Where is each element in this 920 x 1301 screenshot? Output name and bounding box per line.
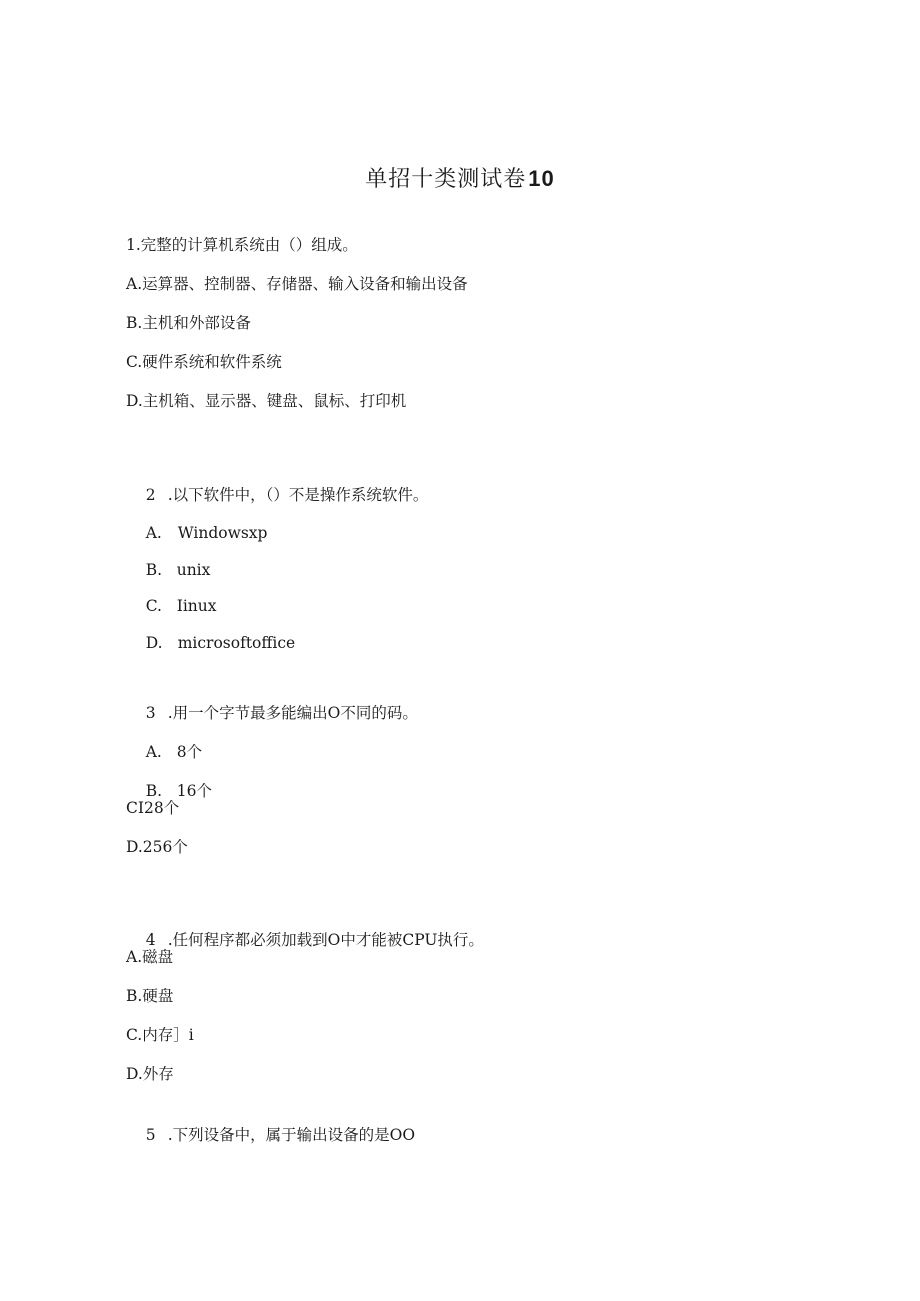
question-1-option-b: B.主机和外部设备 bbox=[126, 314, 251, 332]
option-label: B. bbox=[145, 561, 163, 579]
option-label: A. bbox=[145, 743, 162, 761]
option-text: 8个 bbox=[176, 743, 203, 761]
question-4-option-b: B.硬盘 bbox=[126, 987, 174, 1005]
option-text: Iinux bbox=[176, 597, 217, 615]
option-text: 16个 bbox=[176, 782, 212, 800]
title-text: 单招十类测试卷 bbox=[365, 167, 527, 192]
option-text: microsoftoffice bbox=[177, 634, 296, 652]
question-4-option-a: A.磁盘 bbox=[126, 948, 174, 966]
question-4-text: .任何程序都必须加载到O中才能被CPU执行。 bbox=[167, 931, 484, 949]
question-5-stem bbox=[126, 1102, 415, 1168]
question-4-option-d: D.外存 bbox=[126, 1065, 174, 1083]
question-3-number: 3 bbox=[145, 704, 156, 722]
question-3-option-c: CI28个 bbox=[126, 799, 180, 817]
title-number: 10 bbox=[528, 166, 555, 191]
question-1-option-d: D.主机箱、显示器、键盘、鼠标、打印机 bbox=[126, 392, 407, 410]
option-label: B. bbox=[145, 782, 163, 800]
option-text: unix bbox=[176, 561, 211, 579]
question-4-number: 4 bbox=[145, 931, 156, 949]
question-1-stem: 1.完整的计算机系统由（）组成。 bbox=[126, 236, 358, 254]
question-5-text: .下列设备中，属于输出设备的是OO bbox=[167, 1126, 416, 1144]
question-3-option-d: D.256个 bbox=[126, 838, 188, 856]
question-3-text: .用一个字节最多能编出O不同的码。 bbox=[167, 704, 418, 722]
question-2-number: 2 bbox=[145, 486, 156, 504]
question-1-option-c: C.硬件系统和软件系统 bbox=[126, 353, 282, 371]
question-4-option-c: C.内存］i bbox=[126, 1026, 194, 1044]
question-2-text: .以下软件中，（）不是操作系统软件。 bbox=[167, 486, 429, 504]
option-label: A. bbox=[145, 524, 162, 542]
option-text: Windowsxp bbox=[177, 524, 268, 542]
option-label: C. bbox=[145, 597, 162, 615]
question-5-number: 5 bbox=[145, 1126, 156, 1144]
question-2-option-d bbox=[126, 610, 295, 676]
page-title bbox=[0, 164, 920, 195]
question-4-stem bbox=[126, 907, 484, 973]
question-1-option-a: A.运算器、控制器、存储器、输入设备和输出设备 bbox=[126, 275, 468, 293]
option-label: D. bbox=[145, 634, 163, 652]
